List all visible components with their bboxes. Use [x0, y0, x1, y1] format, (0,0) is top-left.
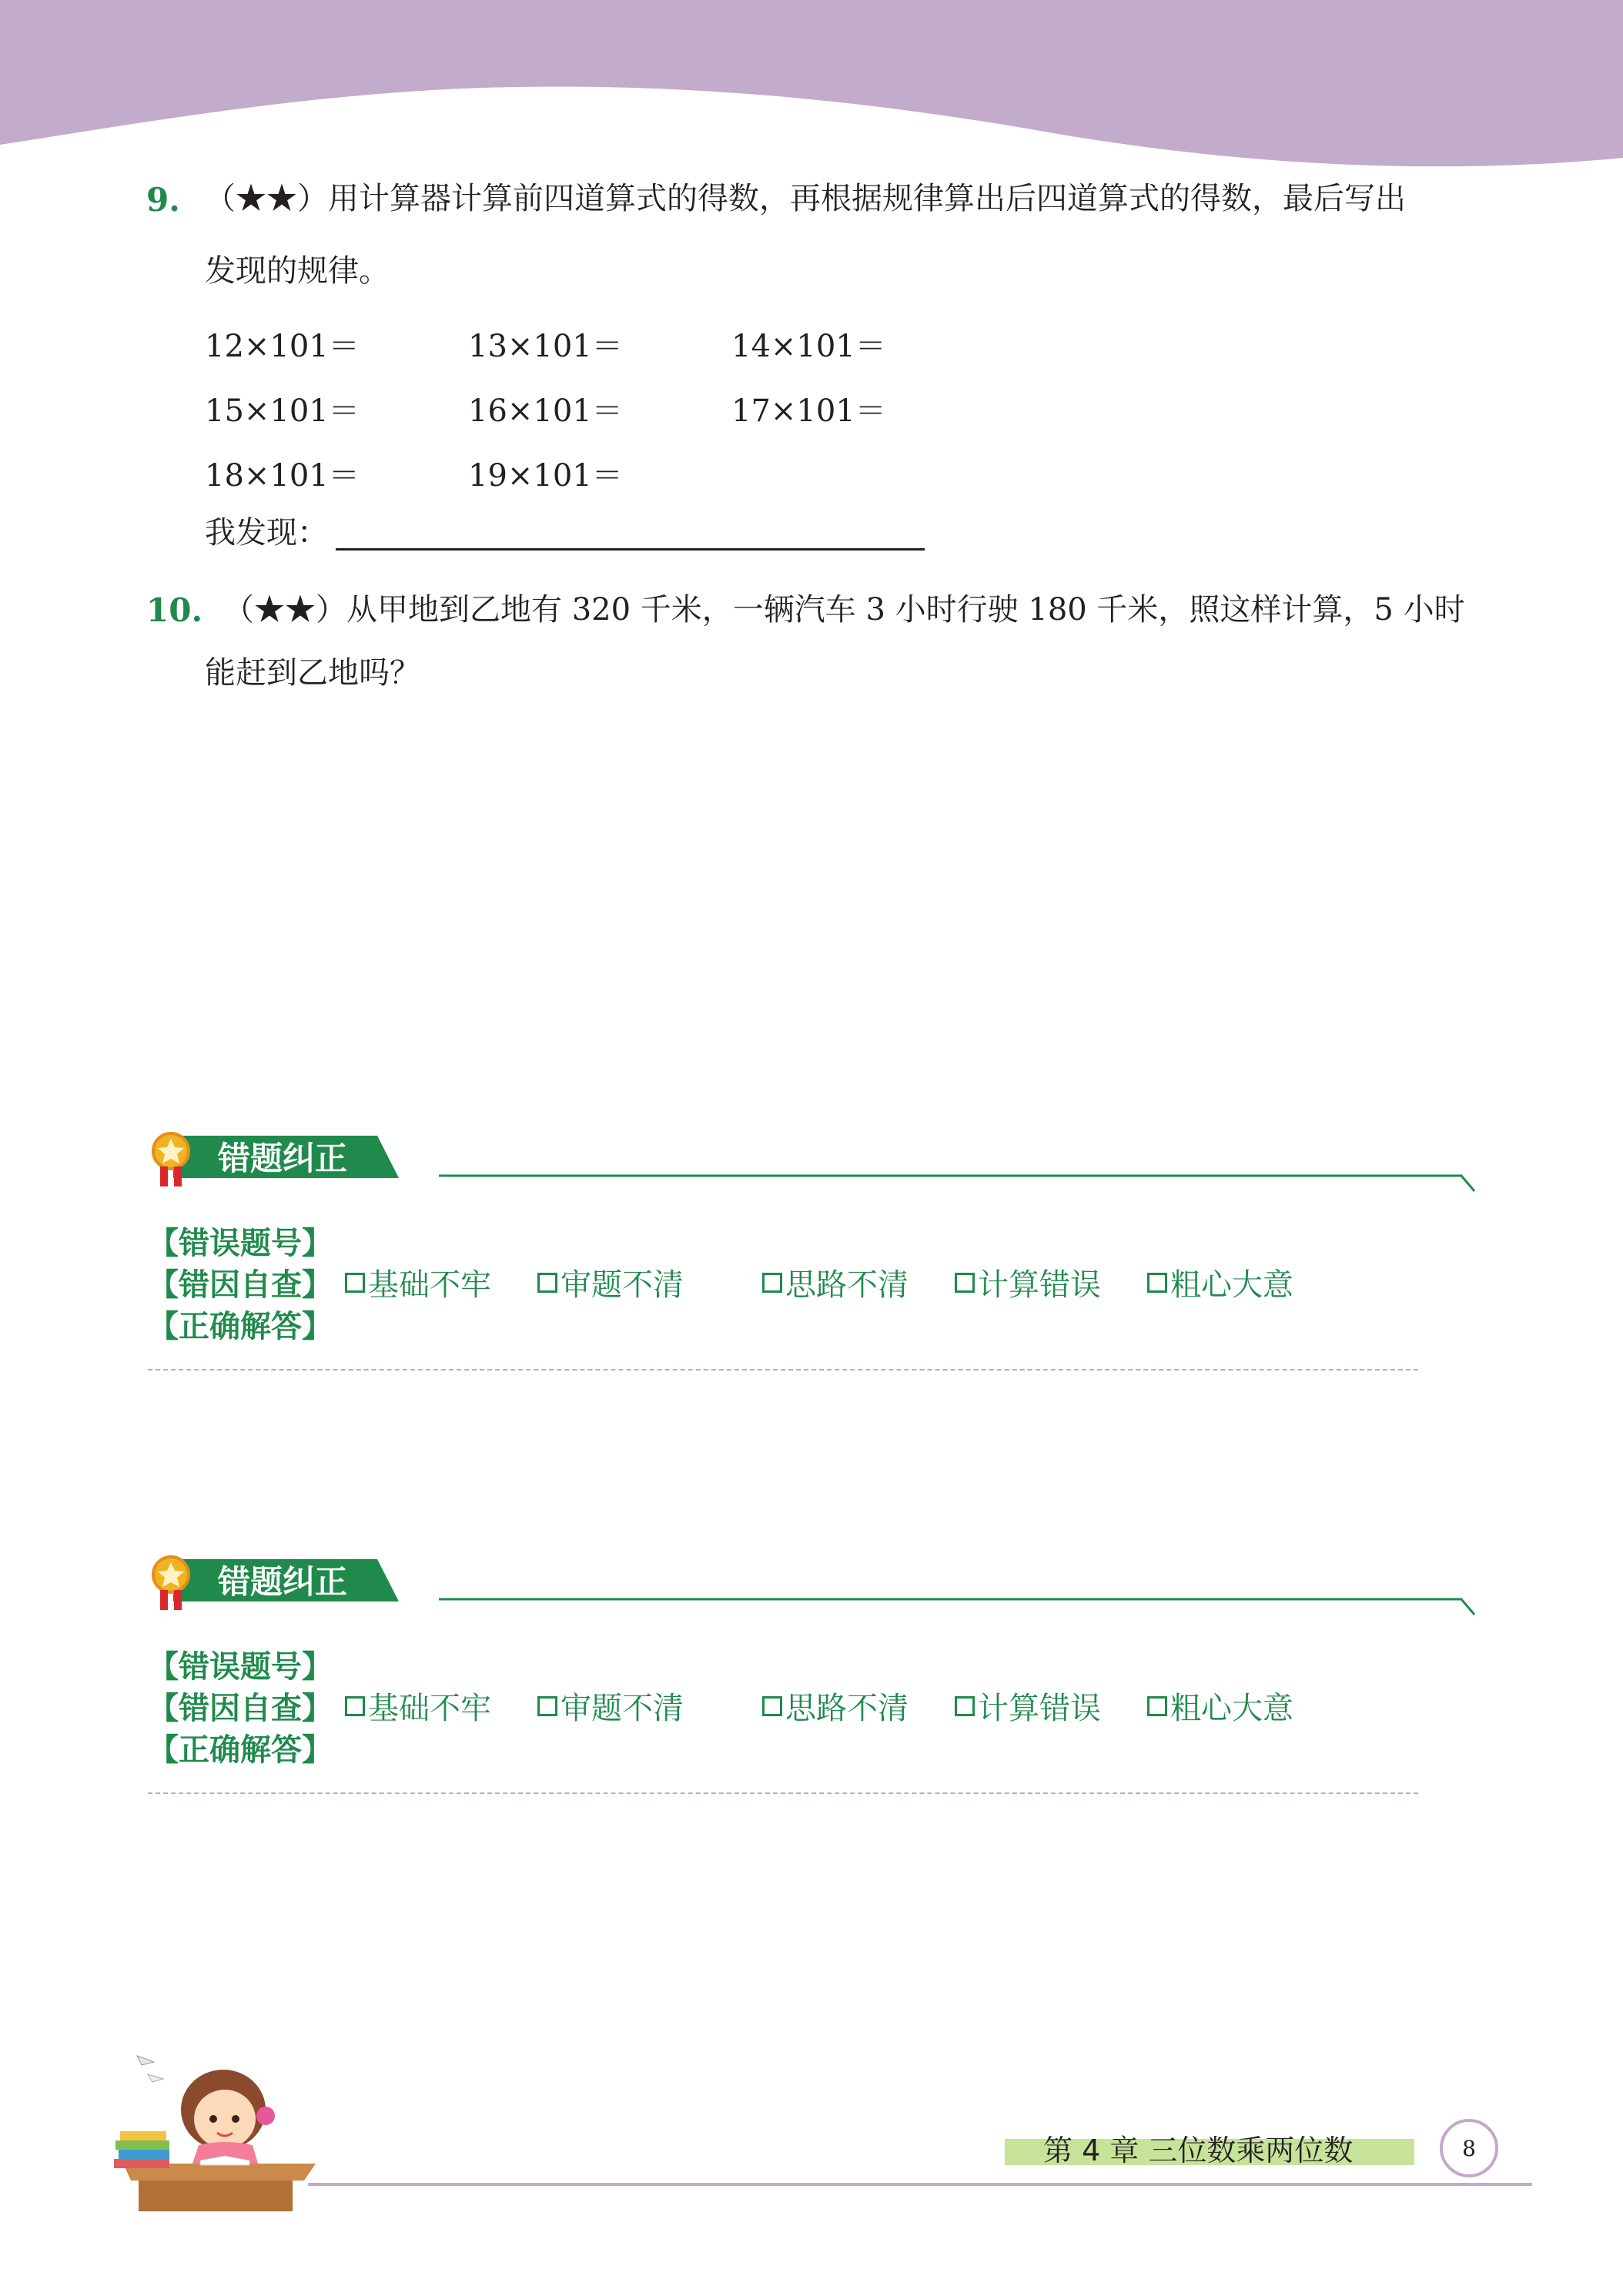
- correct-answer-label: 【正确解答】: [148, 1309, 333, 1344]
- checkbox-icon[interactable]: [345, 1273, 365, 1293]
- discover-answer-line[interactable]: [336, 548, 925, 551]
- option-calculation-error[interactable]: 计算错误: [955, 1684, 1101, 1728]
- wrong-question-label: 【错误题号】: [148, 1226, 333, 1261]
- chapter-title: 第 4 章 三位数乘两位数: [1043, 2134, 1354, 2167]
- checkbox-icon[interactable]: [537, 1273, 557, 1293]
- divider: [148, 1369, 1418, 1371]
- option-unclear-thinking[interactable]: 思路不清: [762, 1684, 909, 1728]
- checkbox-icon[interactable]: [1147, 1696, 1167, 1716]
- footer-rule: [308, 2183, 1532, 2186]
- discover-label: 我发现：: [205, 515, 328, 551]
- option-misread[interactable]: 审题不清: [537, 1684, 684, 1728]
- checkbox-icon[interactable]: [955, 1696, 975, 1716]
- correction-title: 错题纠正: [218, 1563, 348, 1601]
- header-banner: [0, 0, 1623, 177]
- correction-title: 错题纠正: [218, 1140, 348, 1177]
- option-basic-weak[interactable]: 基础不牢: [345, 1684, 491, 1728]
- equation: 18×101＝: [205, 458, 360, 494]
- equation: 17×101＝: [731, 393, 886, 429]
- question-10-text-line2: 能赶到乙地吗？: [205, 655, 420, 691]
- equation: 16×101＝: [468, 393, 623, 429]
- difficulty-stars: （★★）: [205, 181, 328, 216]
- option-misread[interactable]: 审题不清: [537, 1260, 684, 1304]
- question-10-text: [223, 593, 1465, 627]
- difficulty-stars: （★★）: [223, 592, 346, 628]
- equation: 12×101＝: [205, 329, 360, 364]
- checkbox-icon[interactable]: [762, 1696, 782, 1716]
- question-9-number: 9.: [146, 181, 180, 219]
- equation: 19×101＝: [468, 458, 623, 494]
- option-careless[interactable]: 粗心大意: [1147, 1684, 1293, 1728]
- page-number: 8: [1440, 2119, 1498, 2177]
- divider: [148, 1792, 1418, 1794]
- checkbox-icon[interactable]: [345, 1696, 365, 1716]
- girl-studying-illustration: [108, 2048, 323, 2217]
- equation: 15×101＝: [205, 393, 360, 429]
- option-unclear-thinking[interactable]: 思路不清: [762, 1260, 909, 1304]
- question-10-text-line1: 从甲地到乙地有 320 千米，一辆汽车 3 小时行驶 180 千米，照这样计算，5 小时: [346, 592, 1465, 628]
- question-9-text-line1: 用计算器计算前四道算式的得数，再根据规律算出后四道算式的得数，最后写出: [328, 181, 1406, 216]
- equation: 13×101＝: [468, 329, 623, 364]
- equation: 14×101＝: [731, 329, 886, 364]
- correct-answer-label: 【正确解答】: [148, 1732, 333, 1768]
- option-calculation-error[interactable]: 计算错误: [955, 1260, 1101, 1304]
- cause-check-label: 【错因自查】: [148, 1691, 333, 1726]
- checkbox-icon[interactable]: [1147, 1273, 1167, 1293]
- wrong-question-label: 【错误题号】: [148, 1649, 333, 1685]
- question-9-text: [205, 182, 1406, 216]
- option-careless[interactable]: 粗心大意: [1147, 1260, 1293, 1304]
- checkbox-icon[interactable]: [955, 1273, 975, 1293]
- question-9-text-line2: 发现的规律。: [205, 253, 390, 289]
- question-10-number: 10.: [146, 591, 203, 629]
- option-basic-weak[interactable]: 基础不牢: [345, 1260, 491, 1304]
- checkbox-icon[interactable]: [537, 1696, 557, 1716]
- cause-check-label: 【错因自查】: [148, 1267, 333, 1303]
- checkbox-icon[interactable]: [762, 1273, 782, 1293]
